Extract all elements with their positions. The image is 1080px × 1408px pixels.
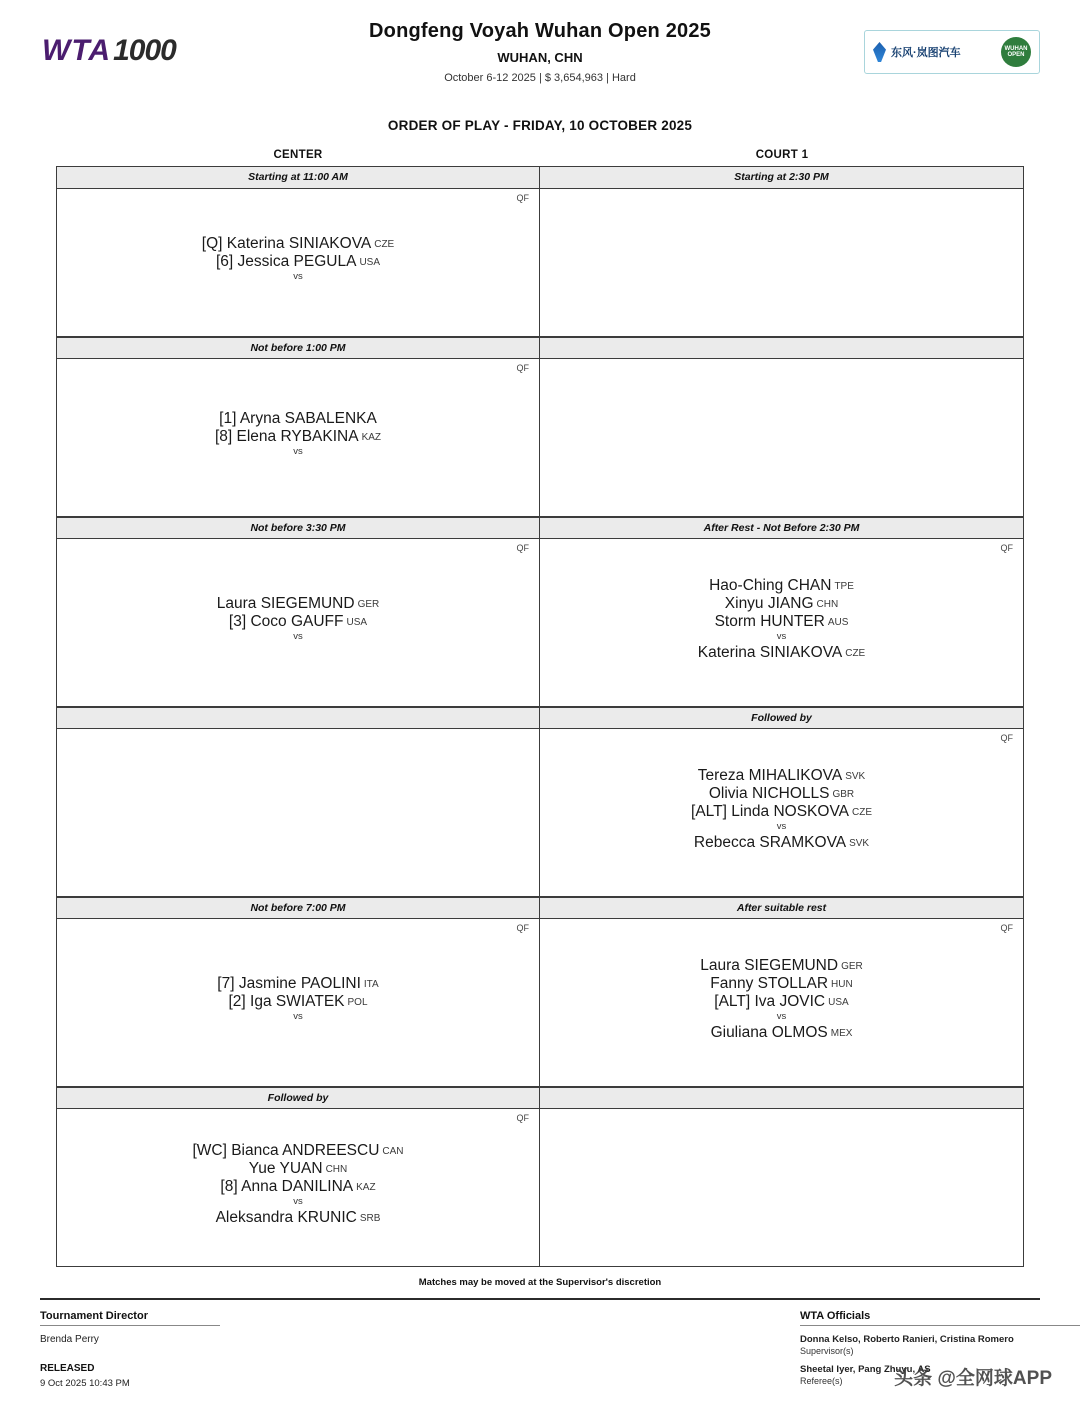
player-line (217, 975, 378, 993)
round-label: QF (516, 193, 529, 203)
player-last-name: SRAMKOVA (759, 833, 847, 851)
player-first-name: Xinyu (724, 595, 764, 613)
player-first-name: Anna (241, 1178, 278, 1196)
player-last-name: NICHOLLS (751, 785, 830, 803)
court-headers (56, 149, 1024, 161)
court-header-court1: COURT 1 (755, 149, 809, 161)
player-country: MEX (830, 1027, 853, 1039)
tournament-city: WUHAN, CHN (497, 50, 583, 65)
match (192, 1142, 403, 1226)
round-label: QF (1000, 733, 1013, 743)
match-cell (540, 359, 1023, 517)
session-band: After Rest - Not Before 2:30 PM (540, 517, 1023, 539)
player-country: USA (359, 257, 380, 269)
player-line (192, 1209, 403, 1227)
player-country: POL (347, 997, 368, 1009)
player-line (215, 428, 381, 446)
match (215, 410, 381, 459)
player-line (691, 834, 872, 852)
player-line (698, 644, 865, 662)
player-last-name: GAUFF (290, 613, 344, 631)
match-cell (57, 189, 539, 337)
player-seed: [ALT] (691, 803, 727, 821)
match-cell (57, 1109, 539, 1267)
player-seed: [3] (228, 613, 247, 631)
player-line (698, 577, 865, 595)
player-first-name: Coco (250, 613, 287, 631)
dongfeng-icon (873, 42, 886, 62)
match (217, 595, 380, 644)
wta-officials-label: WTA Officials (800, 1310, 1080, 1326)
session-band: Not before 7:00 PM (57, 897, 539, 919)
player-country: USA (828, 997, 849, 1009)
supervisors-label: Supervisor(s) (800, 1346, 854, 1356)
match-cell (540, 189, 1023, 337)
player-line (691, 767, 872, 785)
player-first-name: Laura (700, 957, 740, 975)
player-last-name: STOLLAR (757, 975, 829, 993)
player-line (700, 957, 863, 975)
player-last-name: CHAN (787, 577, 832, 595)
player-last-name: OLMOS (771, 1023, 828, 1041)
player-line (700, 1024, 863, 1042)
match-cell (57, 919, 539, 1087)
player-country: GER (841, 961, 863, 973)
page-title: ORDER OF PLAY - FRIDAY, 10 OCTOBER 2025 (387, 118, 693, 133)
player-first-name: Jasmine (238, 975, 297, 993)
match-cell (540, 1109, 1023, 1267)
session-band: After suitable rest (540, 897, 1023, 919)
session-band: Starting at 2:30 PM (540, 167, 1023, 189)
player-seed: [8] (220, 1178, 238, 1196)
wuhan-open-badge-icon (1001, 37, 1031, 67)
player-line (192, 1178, 403, 1196)
player-country: GER (357, 599, 380, 611)
wta-logo-text: WTA (42, 34, 112, 67)
player-country: CZE (845, 647, 866, 659)
session-band: Not before 3:30 PM (57, 517, 539, 539)
match (202, 235, 394, 284)
player-seed: [2] (228, 993, 246, 1011)
player-last-name: SIEGEMUND (744, 957, 839, 975)
tournament-director-label: Tournament Director (40, 1310, 220, 1326)
player-seed: [Q] (201, 235, 223, 253)
player-last-name: DANILINA (281, 1178, 354, 1196)
match-cell (57, 539, 539, 707)
player-line (192, 1142, 403, 1160)
match (217, 975, 378, 1024)
player-line (192, 1160, 403, 1178)
session-band (57, 707, 539, 729)
player-seed: [6] (216, 253, 234, 271)
player-first-name: Aryna (239, 410, 281, 428)
player-first-name: Elena (236, 428, 277, 446)
supervisor-note: Matches may be moved at the Supervisor's discretion (418, 1277, 662, 1288)
vs-label: vs (293, 1195, 303, 1207)
player-seed: [8] (214, 428, 233, 446)
round-label: QF (516, 363, 529, 373)
player-country: ITA (363, 979, 379, 991)
player-first-name: Laura (216, 595, 257, 613)
player-last-name: PEGULA (293, 253, 357, 271)
supervisors-names: Donna Kelso, Roberto Ranieri, Cristina Romero (800, 1334, 1014, 1345)
player-line (217, 613, 380, 631)
watermark: 头条 @全网球APP (894, 1368, 1052, 1389)
session-band: Followed by (540, 707, 1023, 729)
vs-label: vs (293, 630, 303, 642)
player-seed: [7] (217, 975, 235, 993)
sponsor-name: 东风·岚图汽车 (891, 47, 961, 59)
session-band (540, 337, 1023, 359)
referees-label: Referee(s) (800, 1376, 843, 1386)
player-last-name: RYBAKINA (280, 428, 359, 446)
player-seed: [1] (219, 410, 237, 428)
player-last-name: MIHALIKOVA (748, 767, 843, 785)
player-first-name: Jessica (237, 253, 290, 271)
round-label: QF (1000, 543, 1013, 553)
player-first-name: Rebecca (693, 833, 756, 851)
player-country: CHN (816, 599, 839, 611)
vs-label: vs (776, 820, 787, 832)
player-line (698, 613, 865, 631)
player-last-name: HUNTER (760, 613, 825, 631)
player-first-name: Iga (250, 993, 272, 1011)
match (691, 767, 872, 851)
player-country: CHN (325, 1164, 348, 1176)
player-line (691, 803, 872, 821)
sponsor-logo-box (864, 30, 1040, 74)
player-line (215, 410, 381, 428)
player-line (700, 993, 863, 1011)
schedule-grid (56, 166, 1024, 1267)
released-time: 9 Oct 2025 10:43 PM (40, 1378, 130, 1389)
player-first-name: Tereza (697, 767, 745, 785)
player-country: SRB (359, 1212, 381, 1224)
match-cell (57, 729, 539, 897)
match-cell (540, 539, 1023, 707)
player-last-name: SINIAKOVA (288, 235, 372, 253)
player-line (202, 253, 394, 271)
vs-label: vs (293, 445, 303, 457)
player-line (217, 993, 378, 1011)
player-country: SVK (845, 771, 866, 783)
player-first-name: Katerina (697, 643, 756, 661)
player-last-name: NOSKOVA (773, 803, 849, 821)
round-label: QF (516, 1113, 529, 1123)
player-last-name: SABALENKA (284, 410, 377, 428)
match-cell (57, 359, 539, 517)
wta-logo-number: 1000 (113, 34, 176, 67)
tournament-director-name: Brenda Perry (40, 1334, 99, 1345)
wuhan-open-badge-line2: OPEN (1007, 52, 1025, 58)
player-first-name: Katerina (226, 235, 285, 253)
vs-label: vs (293, 270, 303, 282)
match-cell (540, 919, 1023, 1087)
player-line (698, 595, 865, 613)
match (700, 957, 863, 1041)
player-country: HUN (831, 979, 853, 991)
player-first-name: Iva (754, 993, 776, 1011)
vs-label: vs (776, 630, 787, 642)
player-country: SVK (849, 837, 870, 849)
player-country: CAN (382, 1146, 404, 1158)
footer-left (40, 1306, 540, 1389)
wta-logo (42, 34, 176, 68)
player-first-name: Yue (248, 1160, 276, 1178)
player-last-name: KRUNIC (297, 1208, 357, 1226)
round-label: QF (1000, 923, 1013, 933)
player-line (691, 785, 872, 803)
match (698, 577, 865, 661)
player-first-name: Olivia (708, 785, 748, 803)
player-first-name: Storm (714, 613, 756, 631)
round-label: QF (516, 543, 529, 553)
player-last-name: JIANG (767, 595, 814, 613)
player-last-name: JOVIC (779, 993, 826, 1011)
player-country: USA (346, 617, 368, 629)
center-court-column (57, 167, 540, 1267)
session-band: Not before 1:00 PM (57, 337, 539, 359)
player-line (700, 975, 863, 993)
player-last-name: PAOLINI (300, 975, 361, 993)
session-band: Followed by (57, 1087, 539, 1109)
player-last-name: SWIATEK (275, 993, 345, 1011)
player-first-name: Aleksandra (215, 1208, 294, 1226)
court-header-center: CENTER (273, 149, 323, 161)
page-footer (40, 1298, 1040, 1389)
session-band: Starting at 11:00 AM (57, 167, 539, 189)
court1-column (540, 167, 1023, 1267)
round-label: QF (516, 923, 529, 933)
vs-label: vs (293, 1010, 303, 1022)
player-seed: [WC] (192, 1142, 227, 1160)
player-country: GBR (832, 789, 855, 801)
player-country: KAZ (356, 1182, 376, 1194)
player-country: AUS (827, 617, 849, 629)
sponsor-left (873, 42, 961, 62)
player-last-name: YUAN (279, 1160, 323, 1178)
player-first-name: Giuliana (710, 1023, 768, 1041)
player-country: TPE (834, 581, 854, 593)
released-label: RELEASED (40, 1363, 95, 1374)
player-line (202, 235, 394, 253)
player-country: KAZ (361, 432, 382, 444)
player-seed: [ALT] (714, 993, 751, 1011)
tournament-meta: October 6-12 2025 | $ 3,654,963 | Hard (444, 72, 636, 84)
player-last-name: ANDREESCU (282, 1142, 380, 1160)
page-header (0, 0, 1080, 100)
referees-names: Sheetal Iyer, Pang Zhuyu, AS (800, 1364, 931, 1375)
player-first-name: Hao-Ching (709, 577, 784, 595)
vs-label: vs (776, 1010, 787, 1022)
player-last-name: SIEGEMUND (260, 595, 355, 613)
player-first-name: Fanny (710, 975, 754, 993)
player-first-name: Bianca (231, 1142, 279, 1160)
player-country: CZE (851, 807, 872, 819)
player-last-name: SINIAKOVA (759, 643, 843, 661)
player-country: CZE (374, 239, 395, 251)
tournament-title: Dongfeng Voyah Wuhan Open 2025 (369, 20, 711, 42)
match-cell (540, 729, 1023, 897)
player-first-name: Linda (731, 803, 770, 821)
wuhan-open-badge-line1: WUHAN (1004, 46, 1028, 52)
session-band (540, 1087, 1023, 1109)
player-line (217, 595, 380, 613)
